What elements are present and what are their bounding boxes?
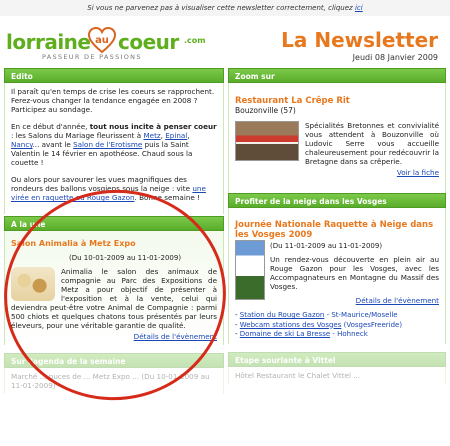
raquette-event-description: Un rendez-vous découverte en plein air au Rouge Gazon pour les Vosges, avec les Accompagnateurs en Montagne du Massif des Vosges. [270,255,439,291]
vittel-title: Hôtel Restaurant le Chalet Vittel ... [228,367,446,384]
restaurant-description: Spécialités Bretonnes et convivialité vous attendent à Bouzonville où Ludovic Serre vous accueille chaleureusement pour redécouvrir la Bretagne dans sa crêperie. [305,121,439,166]
raquette-event-dates: (Du 11-01-2009 au 11-01-2009) [270,242,383,250]
edito-body [4,83,224,214]
edito-text: : les Salons du Mariage fleurissent à [11,131,144,140]
top-notice-text: Si vous ne parvenez pas à visualiser cette newsletter correctement, cliquez [87,4,355,12]
newsletter-header [0,16,450,68]
logo-tagline: PASSEUR DE PASSIONS [42,53,142,61]
vosges-links-list [235,311,439,340]
une-body [4,231,224,345]
zoom-body [228,83,446,193]
rouge-gazon-link[interactable]: Station du Rouge Gazon [239,311,325,319]
metz-link[interactable]: Metz [143,131,161,140]
edito-paragraph-3 [11,175,217,202]
une-heading: A la une [4,216,224,231]
vosges-details-link[interactable]: Détails de l'évènement [355,296,439,305]
newsletter-date: Jeudi 08 Janvier 2009 [352,53,438,62]
snow-photo[interactable] [235,240,265,300]
site-logo[interactable] [6,30,216,66]
right-column [228,68,446,446]
edito-heading: Edito [4,68,224,83]
list-item: - Webcam stations des Vosges (VosgesFreeride) [235,320,403,329]
edito-text: , [160,131,166,140]
link-suffix: - Hohneck [330,330,368,338]
agenda-heading: Sur l'agenda de la semaine [4,353,224,368]
une-event-title[interactable]: Salon Animalia à Metz Expo [11,239,136,248]
webcam-link[interactable]: Webcam stations des Vosges [239,320,342,329]
left-column [4,68,224,446]
raquette-link[interactable]: une virée en raquette au Rouge Gazon [11,184,206,202]
edito-text: . Bonne semaine ! [134,193,200,202]
logo-dotcom: .com [184,36,206,45]
edito-text: puis la Saint Valentin le 14 février en apothéose. Chaud sous la couette ! [11,140,193,167]
une-event-dates: (Du 10-01-2009 au 11-01-2009) [69,254,182,262]
zoom-heading: Zoom sur [228,68,446,83]
link-suffix: - St-Maurice/Moselle [324,311,398,319]
edito-text: ... avant le [32,140,74,149]
list-item: - Domaine de ski La Bresse - Hohneck [235,330,368,338]
agenda-section [4,353,224,394]
vittel-heading: Etape souriante à Vittel [228,352,446,367]
raquette-event-title[interactable]: Journée Nationale Raquette à Neige dans les Vosges 2009 [235,220,434,240]
une-details-link[interactable]: Détails de l'évènement [133,332,217,341]
logo-word-au: au [95,35,109,46]
edito-text: En ce début d'année, [11,122,90,131]
list-item: - Station du Rouge Gazon - St-Maurice/Moselle [235,311,398,319]
top-notice [0,0,450,16]
vosges-heading: Profiter de la neige dans les Vosges [228,193,446,208]
newsletter-title: La Newsletter [281,28,438,52]
edito-paragraph-2 [11,122,217,167]
restaurant-photo[interactable] [235,121,299,161]
view-online-link[interactable]: ici [354,4,363,12]
voir-fiche-link[interactable]: Voir la fiche [396,168,439,177]
salon-erotisme-link[interactable]: Salon de l'Erotisme [73,140,143,149]
nancy-link[interactable]: Nancy [11,140,33,149]
vosges-body [228,208,446,344]
restaurant-title[interactable]: Restaurant La Crêpe Rit [235,96,350,106]
edito-text: , [187,131,190,140]
edito-text: Ou alors pour savourer les vues magnifiques des rondeurs des ballons vosgiens sous la neige : vite [11,175,193,193]
la-bresse-link[interactable]: Domaine de ski La Bresse [239,330,331,338]
edito-paragraph-1: Il paraît qu'en temps de crise les coeurs se rapprochent. Ferez-vous changer la tendance engagée en 2008 ? Participez au sondage. [11,87,215,114]
dogs-photo[interactable] [11,267,55,301]
restaurant-location: Bouzonville (57) [235,106,296,115]
link-suffix: (VosgesFreeride) [341,320,403,329]
une-event-description: Animalia le salon des animaux de compagnie au Parc des Expositions de Metz a pour objectif de présenter à l'exposition et à la vente, celui qui deviendra peut-être votre Animal de Compagnie : parmi 500 chiots et quelques chatons tous présentés par leurs éleveurs, pour une véritable garantie de qualité. [11,267,217,330]
epinal-link[interactable]: Epinal [165,131,188,140]
agenda-text: Marché ... puces de ... Metz Expo ... (Du 10-01-2009 au 11-01-2009) [4,368,224,394]
vittel-section [228,352,446,384]
logo-word-lorraine: lorraine [6,30,91,54]
edito-bold-text: tout nous incite à penser coeur [89,122,217,131]
logo-word-coeur: coeur [118,30,179,54]
